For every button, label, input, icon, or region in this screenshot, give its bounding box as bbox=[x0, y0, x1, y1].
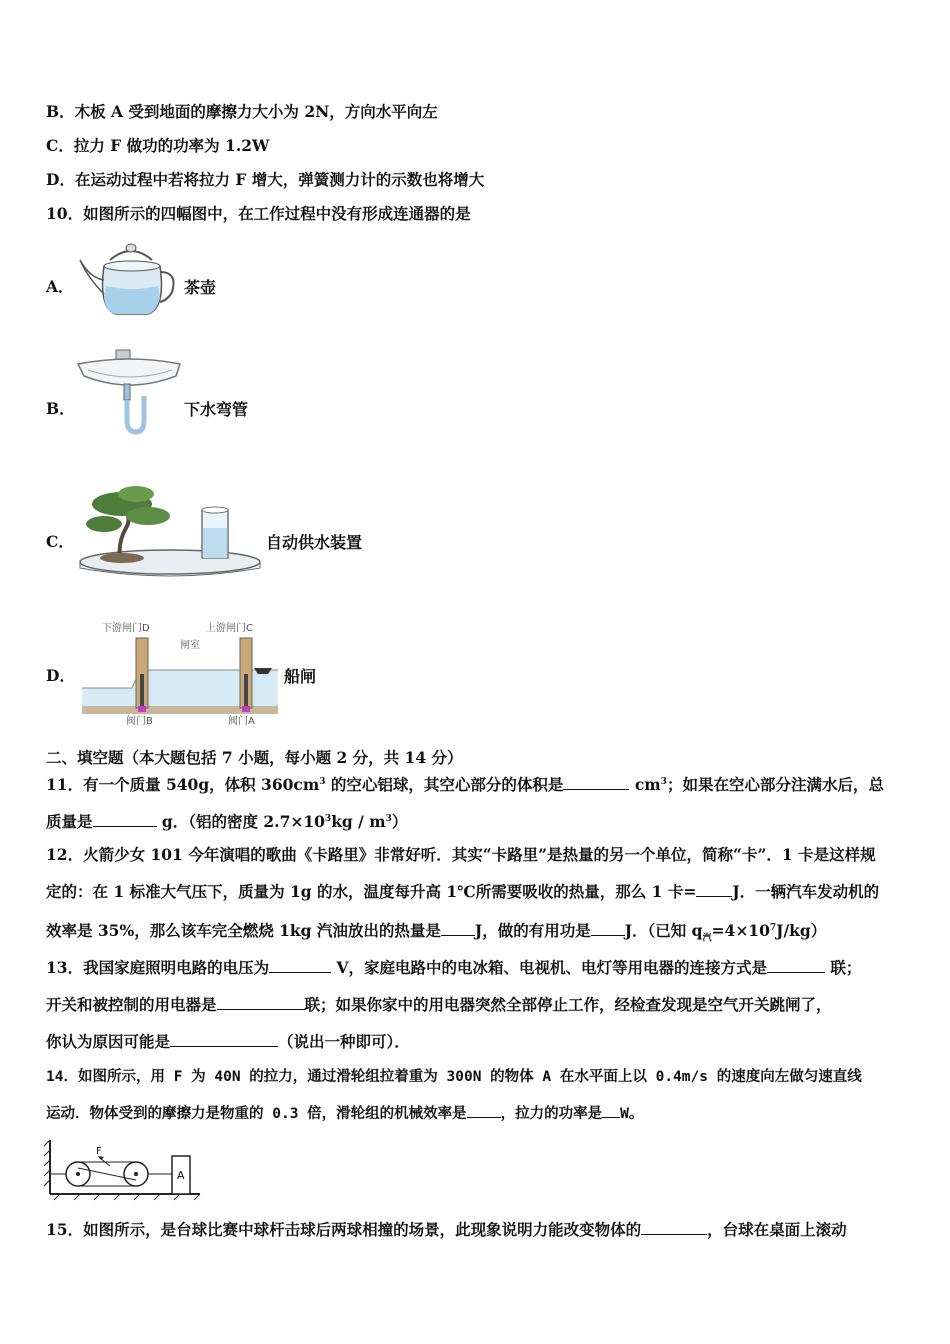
q9-option-d: D．在运动过程中若将拉力 F 增大，弹簧测力计的示数也将增大 bbox=[46, 170, 485, 189]
q9-option-c: C．拉力 F 做功的功率为 1.2W bbox=[46, 136, 270, 155]
q12-text-d: J，做的有用功是 bbox=[474, 921, 591, 941]
q13-line3 bbox=[46, 1031, 410, 1053]
q12-line3 bbox=[46, 917, 826, 949]
q13-blank-switch[interactable] bbox=[217, 995, 305, 1010]
pulley-label-a: A bbox=[177, 1169, 185, 1182]
q11-blank-volume[interactable] bbox=[563, 775, 629, 790]
q13-line1 bbox=[46, 957, 861, 979]
q12-line2 bbox=[46, 881, 879, 903]
q11-text-b: 的空心铝球，其空心部分的体积是 bbox=[325, 775, 564, 795]
q14-blank-efficiency[interactable] bbox=[467, 1103, 501, 1118]
q10-option-a-caption: 茶壶 bbox=[184, 278, 217, 297]
q14-blank-power[interactable] bbox=[602, 1103, 620, 1118]
teapot-figure bbox=[76, 238, 186, 320]
q13-text-b: V，家庭电路中的电冰箱、电视机、电灯等用电器的连接方式是 bbox=[331, 958, 768, 977]
q13-line2 bbox=[46, 994, 832, 1016]
lock-label-valve-a: 阀门A bbox=[228, 716, 255, 727]
q14-line2 bbox=[46, 1103, 643, 1125]
q11-text-c: cm bbox=[629, 775, 661, 795]
q10-option-d-caption: 船闸 bbox=[284, 667, 317, 686]
q11-line2 bbox=[46, 808, 407, 833]
q15-text-a: 15．如图所示，是台球比赛中球杆击球后两球相撞的场景，此现象说明力能改变物体的 bbox=[46, 1220, 642, 1239]
q12-text-f: =4×10 bbox=[711, 921, 770, 941]
q11-sup-a: 3 bbox=[319, 777, 326, 787]
q11-line1 bbox=[46, 771, 884, 796]
q10-option-b-letter: B． bbox=[46, 399, 75, 418]
q13-blank-voltage[interactable] bbox=[269, 958, 331, 973]
q11-text-a: 11．有一个质量 540g，体积 360cm bbox=[46, 775, 320, 795]
q15-line1 bbox=[46, 1219, 847, 1241]
q13-text-f: 你认为原因可能是 bbox=[46, 1032, 171, 1051]
q13-blank-connection[interactable] bbox=[767, 958, 825, 973]
q13-text-c: 联； bbox=[825, 958, 862, 977]
q12-blank-calorie[interactable] bbox=[696, 882, 732, 897]
q15-text-b: ，台球在桌面上滚动 bbox=[707, 1220, 847, 1239]
q12-text-g: J/kg） bbox=[776, 921, 827, 941]
q10-option-c-letter: C． bbox=[46, 532, 74, 551]
q11-sup-c: 3 bbox=[324, 814, 332, 824]
q10-option-b-caption: 下水弯管 bbox=[184, 400, 249, 419]
q10-option-c-caption: 自动供水装置 bbox=[266, 533, 363, 552]
q11-text-f: g．（铝的密度 2.7×10 bbox=[156, 812, 325, 832]
q12-subscript: 汽 bbox=[702, 933, 712, 944]
q11-text-d: ；如果在空心部分注满水后，总 bbox=[666, 775, 884, 795]
q13-text-a: 13．我国家庭照明电路的电压为 bbox=[46, 958, 270, 977]
q14-text-b: ，拉力的功率是 bbox=[500, 1106, 603, 1122]
q9-option-b: B．木板 A 受到地面的摩擦力大小为 2N，方向水平向左 bbox=[46, 102, 438, 121]
q11-blank-mass[interactable] bbox=[93, 812, 157, 827]
ship-lock-figure bbox=[82, 618, 278, 728]
sink-trap-figure bbox=[74, 346, 186, 438]
q14-text-c: W。 bbox=[620, 1106, 644, 1122]
q12-text-c: 效率是 35%，那么该车完全燃烧 1kg 汽油放出的热量是 bbox=[46, 921, 441, 941]
section2-heading: 二、填空题（本大题包括 7 小题，每小题 2 分，共 14 分） bbox=[46, 748, 463, 767]
q14-line1: 14．如图所示，用 F 为 40N 的拉力，通过滑轮组拉着重为 300N 的物体 A 在水平面上以 0.4m/s 的速度向左做匀速直线 bbox=[46, 1069, 862, 1085]
lock-label-upstream-gate: 上游闸门C bbox=[206, 623, 253, 634]
q13-text-d: 开关和被控制的用电器是 bbox=[46, 995, 217, 1014]
q10-stem: 10．如图所示的四幅图中，在工作过程中没有形成连通器的是 bbox=[46, 204, 471, 223]
q13-text-g: （说出一种即可）． bbox=[278, 1032, 410, 1051]
q12-text-b: J．一辆汽车发动机的 bbox=[732, 882, 880, 901]
pulley-label-f: F bbox=[96, 1146, 102, 1157]
q13-blank-reason[interactable] bbox=[170, 1032, 278, 1047]
q14-text-a: 运动．物体受到的摩擦力是物重的 0.3 倍，滑轮组的机械效率是 bbox=[46, 1106, 467, 1122]
q11-sup-b: 3 bbox=[660, 777, 667, 787]
q11-text-h: ） bbox=[391, 812, 408, 832]
q10-option-d-letter: D． bbox=[46, 666, 75, 685]
q13-text-e: 联；如果你家中的用电器突然全部停止工作，经检查发现是空气开关跳闸了， bbox=[304, 995, 832, 1014]
q15-blank-state[interactable] bbox=[641, 1220, 707, 1235]
lock-label-valve-b: 阀门B bbox=[126, 716, 153, 727]
q12-text-e: J．（已知 q bbox=[624, 921, 703, 941]
q12-sup: 7 bbox=[769, 923, 777, 933]
lock-label-downstream-gate: 下游闸门D bbox=[102, 623, 150, 634]
q12-line1: 12．火箭少女 101 今年演唱的歌曲《卡路里》非常好听．其实“卡路里”是热量的另一个单位，简称“卡”．1 卡是这样规 bbox=[46, 845, 876, 864]
pulley-system-figure bbox=[44, 1138, 204, 1202]
q12-blank-work[interactable] bbox=[591, 921, 625, 936]
q11-sup-d: 3 bbox=[385, 814, 392, 824]
auto-water-supply-figure bbox=[76, 480, 264, 578]
q10-option-a-letter: A． bbox=[46, 277, 74, 296]
q11-text-g: kg / m bbox=[331, 812, 386, 832]
q12-blank-heat[interactable] bbox=[441, 921, 475, 936]
q11-text-e: 质量是 bbox=[46, 812, 93, 832]
lock-label-chamber: 闸室 bbox=[180, 640, 200, 651]
q12-text-a: 定的：在 1 标准大气压下，质量为 1g 的水，温度每升高 1℃所需要吸收的热量，那么 1 卡= bbox=[46, 882, 697, 901]
